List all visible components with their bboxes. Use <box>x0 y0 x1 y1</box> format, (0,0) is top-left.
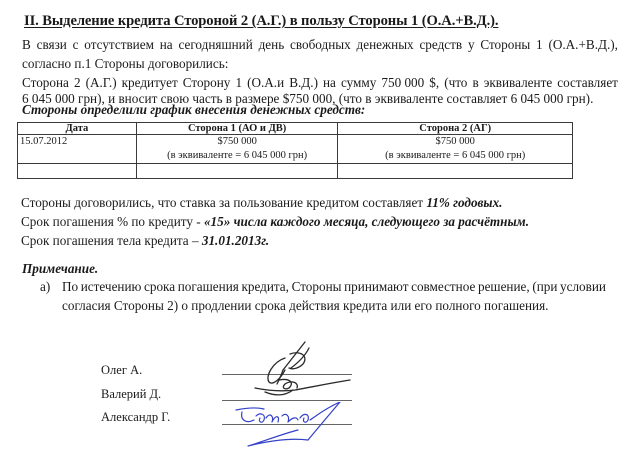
header-party-2: Сторона 2 (АГ) <box>338 123 573 135</box>
intro-word: связи <box>36 37 67 52</box>
party-2-amount: $750 000 <box>435 136 475 147</box>
table-row-empty <box>18 164 573 179</box>
intro-line-2: согласно п.1 Стороны договорились: <box>22 56 229 71</box>
intro-word: (О.А.и <box>247 75 285 90</box>
note-word: По <box>62 279 79 294</box>
note-line-1 <box>62 277 606 296</box>
party-1-amount: $750 000 <box>217 136 257 147</box>
intro-word: 2 <box>73 75 81 90</box>
table-header-row <box>18 123 573 135</box>
intro-word: В.Д.) <box>289 75 318 90</box>
intro-word: отсутствием <box>84 37 154 52</box>
intro-word: В <box>22 37 31 52</box>
note-marker: а) <box>40 279 51 294</box>
note-word: истечению <box>80 279 142 294</box>
cell-date: 15.07.2012 <box>18 135 137 164</box>
note-word: Стороны <box>291 279 342 294</box>
intro-word: $, <box>429 75 440 90</box>
note-word: решение, <box>477 279 530 294</box>
cell-party-1 <box>136 135 338 164</box>
party-1-equivalent: (в эквиваленте = 6 045 000 грн) <box>167 150 308 161</box>
payment-schedule-table <box>17 122 573 179</box>
intro-word: (что <box>444 75 468 90</box>
note-word: кредита, <box>241 279 289 294</box>
schedule-caption: Стороны определили график внесения денежных средств: <box>22 102 366 117</box>
intro-word: Сторону <box>182 75 231 90</box>
handwritten-signature-black-icon <box>245 340 355 402</box>
interest-rate-term <box>21 193 502 212</box>
interest-repayment-value: «15» числа каждого месяца, следующего за расчётным. <box>203 214 529 229</box>
intro-word: 1 <box>235 75 243 90</box>
intro-word: Стороны <box>480 37 531 52</box>
intro-word: сумму <box>340 75 377 90</box>
cell-party-2-empty <box>338 164 573 179</box>
signer-name-3: Александр Г. <box>101 410 171 424</box>
intro-word: Сторона <box>22 75 69 90</box>
intro-word: на <box>323 75 336 90</box>
note-word: условии <box>560 279 606 294</box>
handwritten-signature-blue-icon <box>232 402 352 452</box>
principal-repayment-term <box>21 231 269 250</box>
intro-word: (А.Г.) <box>85 75 117 90</box>
principal-repayment-label: Срок погашения тела кредита – <box>21 233 202 248</box>
party-2-equivalent: (в эквиваленте = 6 045 000 грн) <box>385 150 526 161</box>
intro-line-1 <box>22 35 618 54</box>
intro-word: денежных <box>356 37 414 52</box>
intro-word: на <box>159 37 173 52</box>
intro-word: кредитует <box>121 75 178 90</box>
intro-word: составляет <box>557 75 618 90</box>
cell-party-1-empty <box>136 164 338 179</box>
header-date: Дата <box>18 123 137 135</box>
intro-word: в <box>472 75 479 90</box>
intro-word: средств <box>419 37 463 52</box>
note-word: совместное <box>411 279 476 294</box>
rate-value: 11% годовых. <box>426 195 503 210</box>
cell-date-empty <box>18 164 137 179</box>
intro-line-4: 6 045 000 грн), и вносит свою часть в размере $750 000, (что в эквиваленте составляет 6 045 000 грн). <box>22 91 594 106</box>
cell-party-2 <box>338 135 573 164</box>
section-title: II. Выделение кредита Стороной 2 (А.Г.) в пользу Стороны 1 (О.А.+В.Д.). <box>24 13 499 29</box>
intro-word: день <box>258 37 285 52</box>
intro-word: 1 <box>536 37 543 52</box>
interest-repayment-term <box>21 212 529 231</box>
table-row <box>18 135 573 164</box>
note-word: срока <box>144 279 176 294</box>
intro-word: 750 000 <box>381 75 425 90</box>
intro-word: эквиваленте <box>483 75 553 90</box>
signer-name-2: Валерий Д. <box>101 387 162 401</box>
note-word: принимают <box>344 279 409 294</box>
signer-name-1: Олег А. <box>101 363 143 377</box>
intro-word: у <box>467 37 475 52</box>
intro-word: свободных <box>290 37 351 52</box>
rate-label: Стороны договорились, что ставка за пользование кредитом составляет <box>21 195 427 210</box>
intro-word: (О.А.+В.Д.), <box>548 37 618 52</box>
header-party-1: Сторона 1 (АО и ДВ) <box>136 123 338 135</box>
intro-word: с <box>72 37 79 52</box>
note-line-2: согласия Стороны 2) о продлении срока действия кредита или его полного погашения. <box>62 298 549 313</box>
note-item-a <box>40 277 606 315</box>
note-word: погашения <box>177 279 239 294</box>
principal-repayment-value: 31.01.2013г. <box>201 233 270 248</box>
interest-repayment-label: Срок погашения % по кредиту - <box>21 214 204 229</box>
note-title: Примечание. <box>22 261 99 276</box>
intro-word: сегодняшний <box>178 37 253 52</box>
note-word: (при <box>532 279 558 294</box>
